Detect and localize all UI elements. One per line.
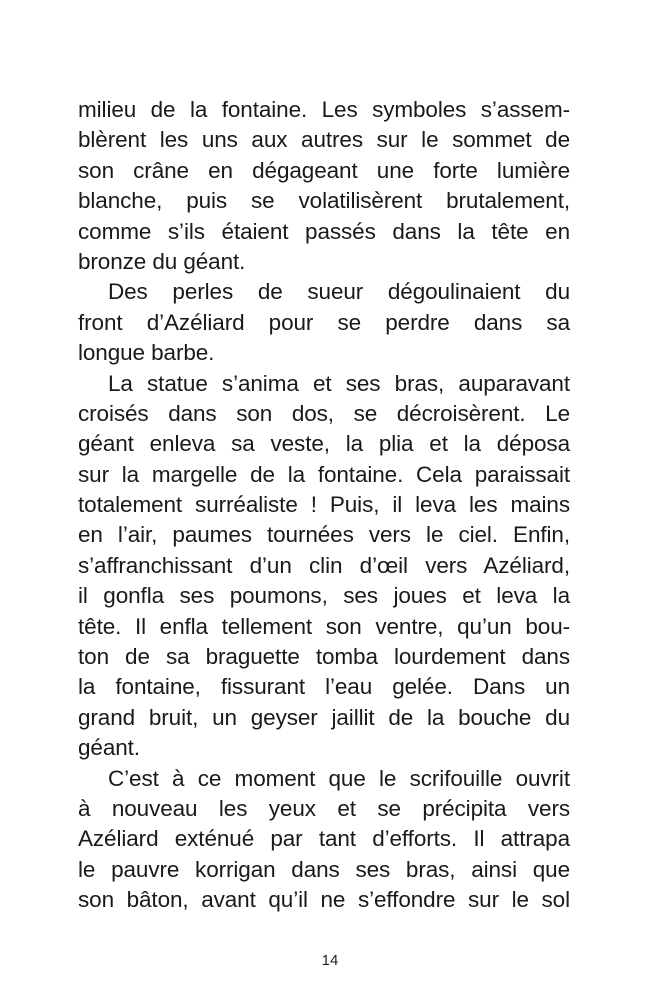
text-line: longue barbe.	[78, 340, 215, 366]
text-line: géant enleva sa veste, la plia et la déposa	[78, 431, 570, 457]
text-line: à nouveau les yeux et se précipita vers	[78, 795, 570, 821]
text-line: Des perles de sueur dégoulinaient du	[108, 279, 570, 305]
text-line: comme s’ils étaient passés dans la tête en	[78, 218, 570, 244]
text-line: la fontaine, fissurant l’eau gelée. Dans un	[78, 674, 570, 700]
text-line: le pauvre korrigan dans ses bras, ainsi que	[78, 856, 570, 882]
text-line: blanche, puis se volatilisèrent brutalement,	[78, 188, 570, 214]
text-line: son crâne en dégageant une forte lumière	[78, 157, 570, 183]
text-line: ton de sa braguette tomba lourdement dans	[78, 644, 570, 670]
text-line: Azéliard exténué par tant d’efforts. Il attrapa	[78, 826, 570, 852]
text-line: en l’air, paumes tournées vers le ciel. Enfin,	[78, 522, 570, 548]
text-line: croisés dans son dos, se décroisèrent. Le	[78, 400, 570, 426]
text-line: sur la margelle de la fontaine. Cela paraissait	[78, 461, 570, 487]
text-line: milieu de la fontaine. Les symboles s’assem-	[78, 97, 570, 122]
text-line: son bâton, avant qu’il ne s’effondre sur le sol	[78, 887, 570, 913]
text-line: grand bruit, un geyser jaillit de la bouche du	[78, 704, 570, 730]
text-line: géant.	[78, 735, 140, 761]
text-line: front d’Azéliard pour se perdre dans sa	[78, 309, 570, 335]
text-line: tête. Il enfla tellement son ventre, qu’un bou-	[78, 613, 570, 639]
body-text	[78, 95, 570, 916]
text-line: bronze du géant.	[78, 248, 246, 274]
text-line: C’est à ce moment que le scrifouille ouvrit	[108, 765, 570, 791]
text-line: s’affranchissant d’un clin d’œil vers Azéliard,	[78, 552, 570, 578]
text-line: blèrent les uns aux autres sur le sommet de	[78, 127, 570, 153]
text-line: il gonfla ses poumons, ses joues et leva la	[78, 583, 570, 609]
text-line: totalement surréaliste ! Puis, il leva les mains	[78, 492, 570, 518]
page-number: 14	[321, 952, 339, 969]
text-line: La statue s’anima et ses bras, auparavant	[108, 370, 570, 396]
